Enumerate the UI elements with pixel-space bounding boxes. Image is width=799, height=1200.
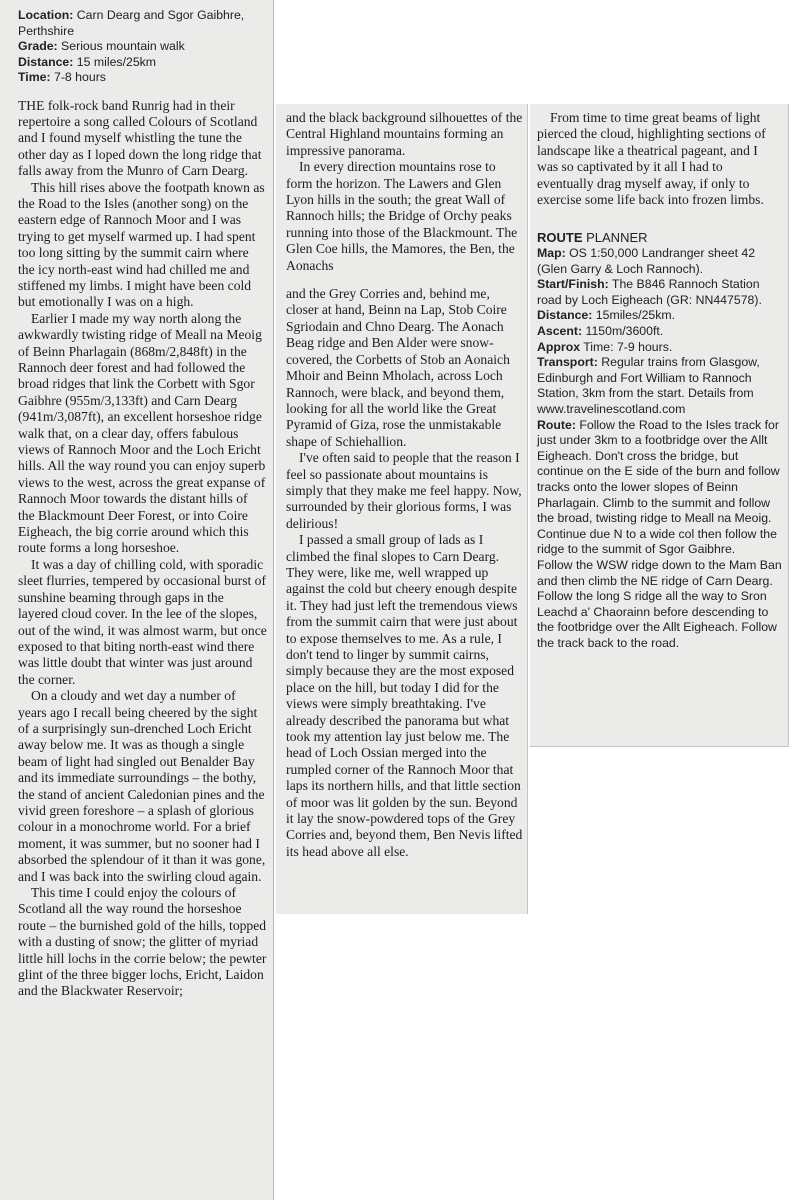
article-paragraph: and the Grey Corries and, behind me, closer at hand, Beinn na Lap, Stob Coire Sgriodain and Chno Dearg. The Aonach Beag ridge and Ben Alder were snow-covered, the Corbetts of Stob an Aonaich Mhoir and Beinn Mholach, across Loch Rannoch, were black, and beyond them, looking for all the world like the Great Pyramid of Giza, rose the unmistakable shape of Schiehallion.	[286, 286, 510, 449]
route-planner-title-rest: PLANNER	[582, 230, 648, 246]
location-label: Location:	[18, 8, 74, 22]
article-paragraph: I've often said to people that the reason I feel so passionate about mountains is simply that they make me feel happy. Now, surrounded by their glorious forms, I was delirious!	[286, 450, 522, 531]
planner-distance-label: Distance:	[537, 308, 593, 323]
location-value: Carn Dearg and Sgor Gaibhre, Perthshire	[18, 8, 245, 38]
article-paragraph: On a cloudy and wet day a number of years ago I recall being cheered by the sight of a surprisingly sun-drenched Loch Ericht away below me. It was as though a single beam of light had singled out Benalder Bay and its immediate surroundings – the bothy, the stand of ancient Caledonian pines and the vivid green foreshore – a splash of glorious colour in a monochrome world. For a brief moment, it was summer, but no sooner had I absorbed the splendour of it than it was gone, and I was back into the swirling cloud again.	[18, 688, 266, 884]
planner-distance-value: 15miles/25km.	[592, 308, 676, 323]
distance-line	[18, 55, 267, 71]
column-1	[0, 0, 274, 1200]
planner-map-value: OS 1:50,000 Landranger sheet 42 (Glen Garry & Loch Rannoch).	[537, 246, 756, 276]
planner-ascent	[537, 324, 782, 340]
planner-ascent-value: 1150m/3600ft.	[582, 324, 664, 338]
route-planner-title	[537, 230, 782, 246]
planner-start	[537, 277, 782, 308]
planner-distance	[537, 308, 782, 324]
route-info-box	[18, 8, 267, 86]
article-paragraph: This hill rises above the footpath known as the Road to the Isles (another song) on the eastern edge of Rannoch Moor and I was trying to get myself warmed up. I had spent too long sitting by the summit cairn where the icy north-east wind had chilled me and stiffened my limbs. I might have been cold but emotionally I was on a high.	[18, 179, 265, 310]
planner-start-value: The B846 Rannoch Station road by Loch Eigheach (GR: NN447578).	[537, 277, 762, 307]
article-body-part-1	[18, 98, 267, 1000]
time-line	[18, 70, 267, 86]
article-body-part-4	[537, 110, 782, 208]
article-paragraph: From time to time great beams of light pierced the cloud, highlighting sections of landscape like a theatrical pageant, and I was so captivated by it all I had to eventually drag myself away, if only to exercise some life back into frozen limbs.	[537, 110, 766, 208]
planner-time-label: Approx	[537, 339, 581, 354]
planner-route-label: Route:	[537, 417, 576, 432]
article-paragraph: It was a day of chilling cold, with sporadic sleet flurries, tempered by occasional burst of sunshine beaming through gaps in the layered cloud cover. In the lee of the slopes, out of the wind, it was almost warm, but once exposed to that biting north-east wind there was little doubt that winter was just around the corner.	[18, 556, 267, 687]
planner-transport	[537, 355, 782, 417]
route-planner-title-bold: ROUTE	[537, 230, 583, 246]
article-paragraph: and the black background silhouettes of the Central Highland mountains forming an impressive panorama.	[286, 110, 523, 158]
distance-label: Distance:	[18, 54, 74, 69]
planner-route	[537, 418, 782, 558]
article-paragraph: I passed a small group of lads as I climbed the final slopes to Carn Dearg. They were, like me, well wrapped up against the cold but cheery enough despite it. They had just left the tremendous views from the summit cairn that were just about to expose themselves to me. As a rule, I don't tend to linger by summit cairns, simply because they are the most exposed place on the hill, but today I did for the views were simply breathtaking. I've already described the panorama but what took my attention lay just below me. The head of Loch Ossian merged into the rumpled corner of the Rannoch Moor that laps its northern hills, and that little section of moor was lit golden by the sun. Beyond it lay the snow-powdered tops of the Grey Corries and, beyond them, Ben Nevis lifted its head above all else.	[286, 532, 523, 859]
planner-map	[537, 246, 782, 277]
planner-map-label: Map:	[537, 246, 566, 261]
planner-route-continued: Follow the WSW ridge down to the Mam Ban and then climb the NE ridge of Carn Dearg. Follow the long S ridge all the way to Sron Leachd a' Chaorainn before descending to the footbridge over the Allt Eigheach. Follow the track back to the road.	[537, 557, 782, 650]
column-2	[276, 104, 528, 914]
article-body-part-2	[286, 110, 523, 274]
planner-ascent-label: Ascent:	[537, 324, 583, 338]
planner-time-value: Time: 7-9 hours.	[580, 339, 673, 354]
grade-label: Grade:	[18, 39, 58, 53]
planner-route-value: Follow the Road to the Isles track for just under 3km to a footbridge over the Allt Eigheach. Don't cross the bridge, but continue on the E side of the burn and follow tracks onto the lower slopes of Beinn Pharlagain. Climb to the summit and follow the broad, twisting ridge to Meall na Meoig. Continue due N to a wide col then follow the ridge to the summit of Sgor Gaibhre.	[537, 417, 780, 557]
planner-start-label: Start/Finish:	[537, 277, 609, 292]
location-line	[18, 8, 267, 39]
distance-value: 15 miles/25km	[73, 54, 157, 69]
grade-line	[18, 39, 267, 55]
planner-time	[537, 340, 782, 356]
time-label: Time:	[18, 70, 51, 84]
column-3	[530, 104, 789, 747]
time-value: 7-8 hours	[50, 70, 106, 84]
planner-transport-label: Transport:	[537, 355, 598, 370]
article-paragraph: In every direction mountains rose to form the horizon. The Lawers and Glen Lyon hills in the south; the great Wall of Rannoch hills; the Bridge of Orchy peaks running into those of the Blackmount. The Glen Coe hills, the Mamores, the Ben, the Aonachs	[286, 159, 518, 273]
route-planner	[537, 230, 782, 651]
article-body-part-3	[286, 286, 523, 860]
article-paragraph: Earlier I made my way north along the awkwardly twisting ridge of Meall na Meoig of Beinn Pharlagain (868m/2,848ft) in the Rannoch deer forest and had followed the broad ridges that link the Corbett with Sgor Gaibhre (955m/3,133ft) and Carn Dearg (941m/3,087ft), an excellent horseshoe ridge walk that, on a clear day, offers fabulous views of Rannoch Moor and the Loch Ericht hills. All the way round you can enjoy superb views to the west, across the great expanse of Rannoch Moor towards the distant hills of the Blackmount Deer Forest, or into Coire Eigheach, the big corrie around which this route forms a long horseshoe.	[18, 310, 266, 556]
grade-value: Serious mountain walk	[57, 39, 185, 53]
article-paragraph: This time I could enjoy the colours of Scotland all the way round the horseshoe route – the burnished gold of the hills, topped with a dusting of snow; the glitter of myriad little hill lochs in the corrie below; the pewter glint of the three bigger lochs, Ericht, Laidon and the Blackwater Reservoir;	[18, 885, 267, 999]
planner-transport-value: Regular trains from Glasgow, Edinburgh and Fort William to Rannoch Station, 3km from the start. Details from www.travelinescotland.com	[537, 355, 760, 416]
article-paragraph: THE folk-rock band Runrig had in their repertoire a song called Colours of Scotland and I found myself whistling the tune the other day as I loped down the long ridge that falls away from the Munro of Carn Dearg.	[18, 97, 262, 179]
